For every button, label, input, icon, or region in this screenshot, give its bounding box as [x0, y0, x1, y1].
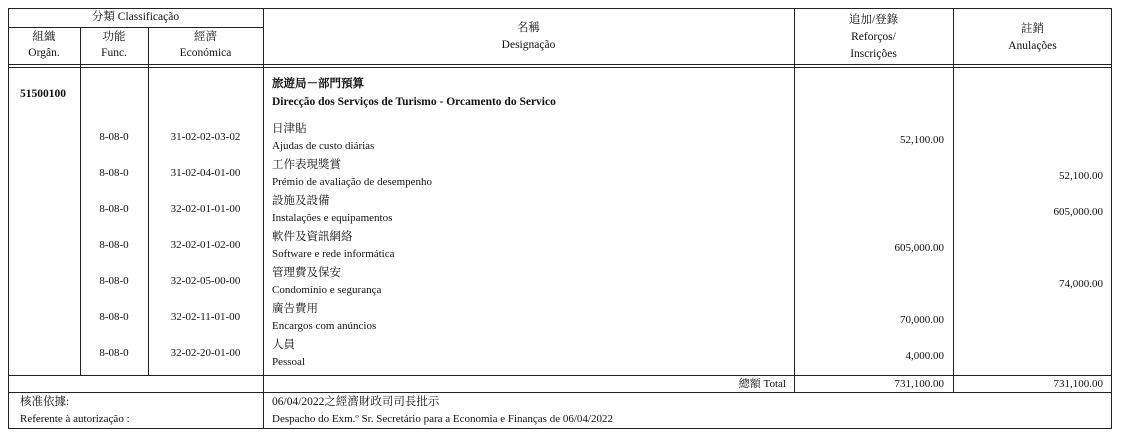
header-func-cn: 功能 [102, 31, 126, 43]
row-func: 8-08-0 [99, 239, 129, 251]
row-name-cn: 人員 [272, 339, 295, 351]
row-name-cn: 軟件及資訊網絡 [272, 231, 353, 243]
header-anulacoes-pt: Anulações [1008, 40, 1057, 52]
row-name-cn: 設施及設備 [272, 195, 330, 207]
header-func-pt: Func. [101, 47, 127, 59]
row-reforcos: 52,100.00 [900, 134, 944, 146]
row-econ: 31-02-02-03-02 [170, 131, 241, 143]
header-econ-cn: 經濟 [194, 31, 217, 43]
header-designacao-cn: 名稱 [517, 22, 540, 34]
row-anulacoes: 605,000.00 [1053, 206, 1103, 218]
total-reforcos: 731,100.00 [894, 378, 944, 390]
header-anulacoes-cn: 註銷 [1021, 23, 1044, 35]
row-anulacoes: 52,100.00 [1059, 170, 1103, 182]
row-name-cn: 廣告費用 [272, 303, 318, 315]
header-designacao-pt: Designação [501, 39, 556, 51]
footer-label-pt: Referente à autorização : [20, 413, 130, 425]
footer-label-cn: 核准依據: [20, 396, 70, 408]
organ-name-pt: Direcção dos Serviços de Turismo - Orcamento do Servico [272, 96, 556, 108]
row-func: 8-08-0 [99, 311, 129, 323]
row-name-pt: Ajudas de custo diárias [272, 140, 375, 152]
header-organ-cn: 組織 [32, 31, 56, 43]
row-econ: 32-02-05-00-00 [170, 275, 241, 287]
organ-name-cn: 旅遊局－部門預算 [272, 78, 364, 90]
header-classificacao: 分類 Classificação [91, 11, 180, 23]
total-anulacoes: 731,100.00 [1053, 378, 1103, 390]
header-reforcos-pt1: Reforços/ [851, 31, 896, 43]
row-func: 8-08-0 [99, 131, 129, 143]
row-func: 8-08-0 [99, 167, 129, 179]
row-econ: 32-02-01-02-00 [170, 239, 241, 251]
row-anulacoes: 74,000.00 [1059, 278, 1103, 290]
header-reforcos-cn: 追加/登錄 [848, 14, 899, 26]
row-name-pt: Encargos com anúncios [272, 320, 377, 332]
row-econ: 32-02-11-01-00 [170, 311, 241, 323]
row-econ: 31-02-04-01-00 [170, 167, 241, 179]
footer-value-pt: Despacho do Exm.º Sr. Secretário para a Economia e Finanças de 06/04/2022 [272, 413, 613, 425]
row-func: 8-08-0 [99, 203, 129, 215]
footer-value-cn: 06/04/2022之經濟財政司司長批示 [272, 396, 440, 408]
row-reforcos: 4,000.00 [905, 350, 944, 362]
row-name-cn: 日津貼 [272, 123, 307, 135]
header-econ-pt: Económica [179, 47, 232, 59]
row-name-cn: 工作表現獎賞 [272, 159, 341, 171]
row-reforcos: 605,000.00 [894, 242, 944, 254]
row-name-pt: Prémio de avaliação de desempenho [272, 176, 433, 188]
row-name-pt: Pessoal [272, 356, 305, 368]
row-econ: 32-02-01-01-00 [170, 203, 241, 215]
row-reforcos: 70,000.00 [900, 314, 944, 326]
row-name-pt: Software e rede informática [272, 248, 395, 260]
row-func: 8-08-0 [99, 275, 129, 287]
row-name-pt: Condomínio e segurança [272, 284, 382, 296]
total-label: 總額 Total [738, 378, 786, 390]
row-econ: 32-02-20-01-00 [170, 347, 241, 359]
organ-code: 51500100 [20, 88, 66, 100]
header-organ-pt: Orgân. [28, 47, 60, 59]
row-func: 8-08-0 [99, 347, 129, 359]
header-reforcos-pt2: Inscrições [850, 48, 897, 60]
row-name-pt: Instalações e equipamentos [272, 212, 393, 224]
row-name-cn: 管理費及保安 [272, 267, 341, 279]
